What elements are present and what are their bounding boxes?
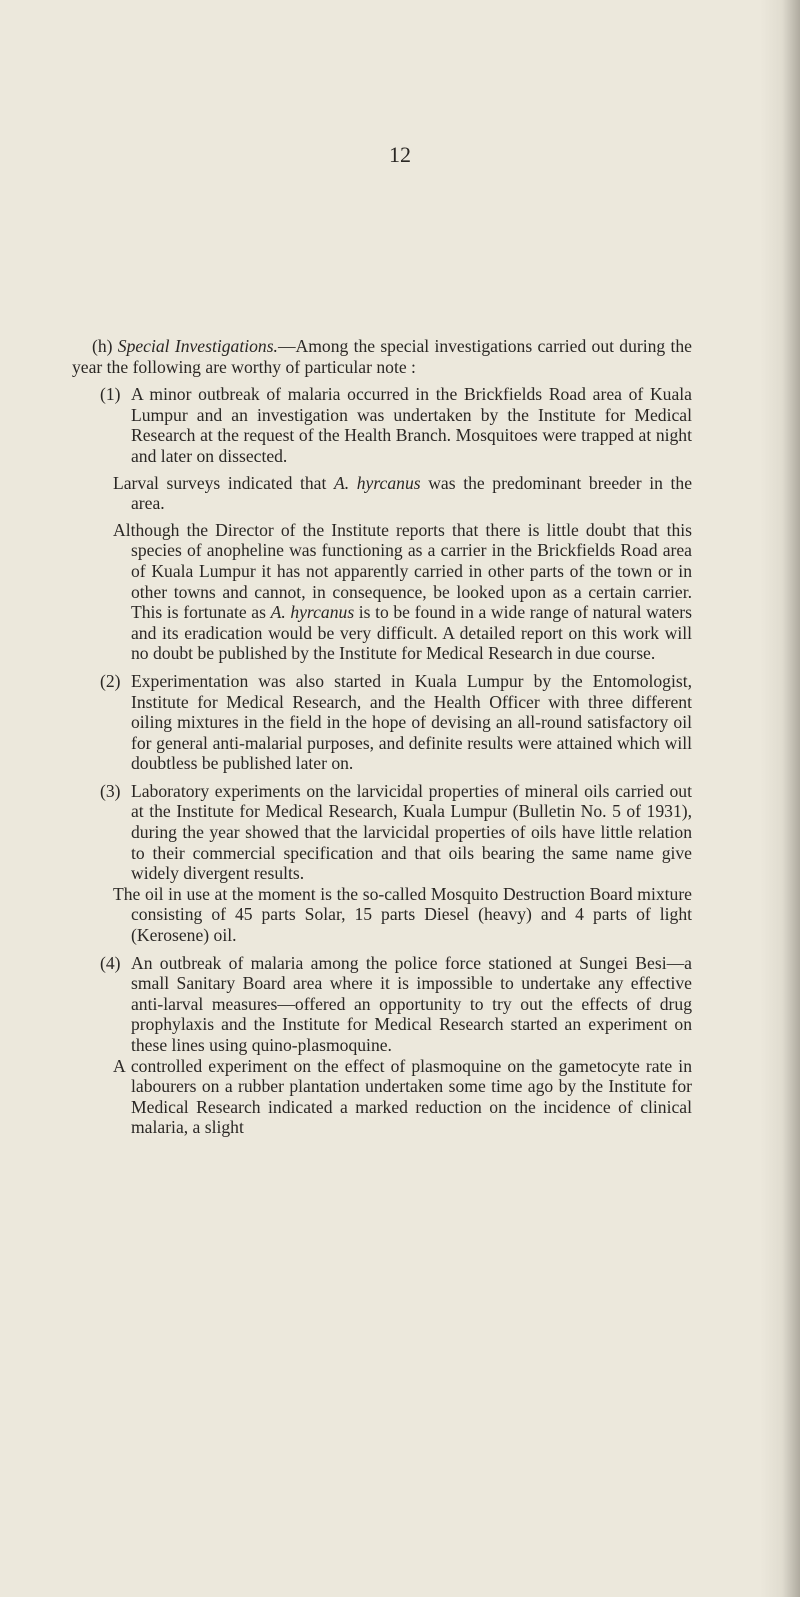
document-body — [72, 336, 692, 1138]
section-heading: Special Investigations. — [117, 336, 278, 356]
species-name: A. hyrcanus — [334, 472, 421, 493]
item-number: (4) — [100, 952, 121, 973]
item-4-paragraph-plasmoquine: A controlled experiment on the effect of plasmoquine on the gametocyte rate in labourers on a rubber plantation undertaken some time ago by the Institute for Medical Research indicated a marked reduction on the incidence of clinical malaria, a slight — [113, 1055, 692, 1138]
list-item-1 — [72, 384, 692, 466]
section-marker: (h) — [92, 336, 113, 356]
list-item-3 — [72, 781, 692, 884]
page-number: 12 — [389, 142, 411, 167]
item-1-paragraph-director — [72, 520, 692, 664]
item-number: (1) — [100, 384, 121, 405]
item-number: (2) — [100, 670, 121, 691]
list-item-4 — [72, 953, 692, 1056]
page-edge-shadow — [760, 0, 800, 1597]
text-run: Although the Director of the Institute reports that there is little doubt that this species of anopheline was functioning as a carrier in the Brickfields Road area of Kuala Lumpur it has not apparently carried in other parts of the town or in other towns and cannot, in consequence, be looked upon as a certain carrier. This is fortunate as — [113, 519, 692, 623]
intro-text: —Among the special investigations carried out during the year the following are worthy of particular note : — [72, 336, 692, 377]
text-run: Larval surveys indicated that — [113, 472, 334, 493]
text-run: was the predominant breeder in the area. — [131, 472, 692, 514]
item-number: (3) — [100, 780, 121, 801]
item-1-paragraph-larval — [72, 473, 692, 514]
item-text: An outbreak of malaria among the police force stationed at Sungei Besi—a small Sanitary Board area where it is impossible to undertake any effective anti-larval measures—offered an opportunity to try out the effects of drug prophylaxis and the Institute for Medical Research started an experiment on these lines using quino-plasmoquine. — [131, 952, 692, 1055]
item-text: Experimentation was also started in Kuala Lumpur by the Entomologist, Institute for Medical Research, and the Health Officer with three different oiling mixtures in the field in the hope of devising an all-round satisfactory oil for general anti-malarial purposes, and definite results were attained which will doubtless be published later on. — [131, 670, 692, 774]
item-text: Laboratory experiments on the larvicidal properties of mineral oils carried out at the Institute for Medical Research, Kuala Lumpur (Bulletin No. 5 of 1931), during the year showed that the larvicidal properties of oils have little relation to their commercial specification and that oils bearing the same name give widely divergent results. — [131, 780, 692, 884]
text-run: is to be found in a wide range of natural waters and its eradication would be very difficult. A detailed report on this work will no doubt be published by the Institute for Medical Research in due course. — [131, 602, 693, 664]
item-text: A minor outbreak of malaria occurred in the Brickfields Road area of Kuala Lumpur and an investigation was undertaken by the Institute for Medical Research at the request of the Health Branch. Mosquitoes were trapped at night and later on dissected. — [131, 384, 692, 466]
species-name: A. hyrcanus — [270, 602, 355, 623]
list-item-2 — [72, 671, 692, 774]
item-3-paragraph-oil: The oil in use at the moment is the so-called Mosquito Destruction Board mixture consisting of 45 parts Solar, 15 parts Diesel (heavy) and 4 parts of light (Kerosene) oil. — [113, 883, 692, 946]
intro-paragraph — [72, 336, 692, 377]
